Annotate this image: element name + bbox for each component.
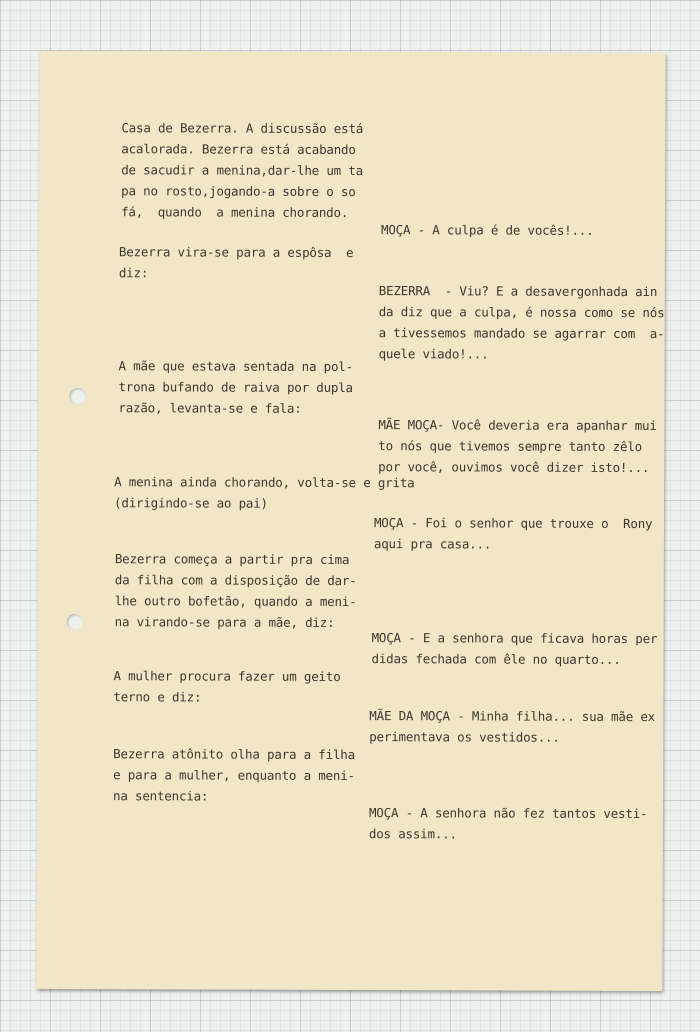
dialogue-line: MÃE MOÇA- Você deveria era apanhar mui to nós que tivemos sempre tanto zêlo por você, ouvimos você dizer isto!... [378, 417, 657, 476]
stage-direction: A menina ainda chorando, volta-se e grita (dirigindo-se ao pai) [114, 474, 415, 511]
dialogue-line: MOÇA - A senhora não fez tantos vesti- dos assim... [368, 805, 648, 842]
dialogue-line: MOÇA - Foi o senhor que trouxe o Rony aqui pra casa... [373, 515, 653, 552]
punch-hole-lower [67, 614, 83, 630]
stage-direction: Bezerra vira-se para a espôsa e diz: [118, 244, 354, 281]
stage-direction: Bezerra começa a partir pra cima da filha com a disposição de dar- lhe outro bofetão, quando a meni- na virando-se para a mãe, diz: [114, 551, 357, 630]
stage-direction: Bezerra atônito olha para a filha e para a mulher, enquanto a meni- na sentencia: [113, 746, 355, 804]
dialogue-line: MOÇA - E a senhora que ficava horas per didas fechada com êle no quarto... [371, 630, 658, 667]
dialogue-line: MOÇA - A culpa é de vocês!... [380, 222, 594, 238]
stage-direction: A mulher procura fazer um geito terno e diz: [113, 668, 341, 705]
punch-hole-upper [69, 388, 85, 404]
dialogue-line: MÃE DA MOÇA - Minha filha... sua mãe ex perimentava os vestidos... [369, 708, 656, 745]
dialogue-line: BEZERRA - Viu? E a desavergonhada ain da diz que a culpa, é nossa como se nós a tivessemos mandado se agarrar com a- quele viado!... [378, 283, 665, 362]
stage-direction: Casa de Bezerra. A discussão está acalorada. Bezerra está acabando de sacudir a menina,dar-lhe um ta pa no rosto,jogando-a sobre o so fá, quando a menina chorando. [121, 120, 364, 220]
typewritten-page [36, 51, 665, 991]
stage-direction: A mãe que estava sentada na pol- trona bufando de raiva por dupla razão, levanta-se e fala: [118, 358, 353, 416]
